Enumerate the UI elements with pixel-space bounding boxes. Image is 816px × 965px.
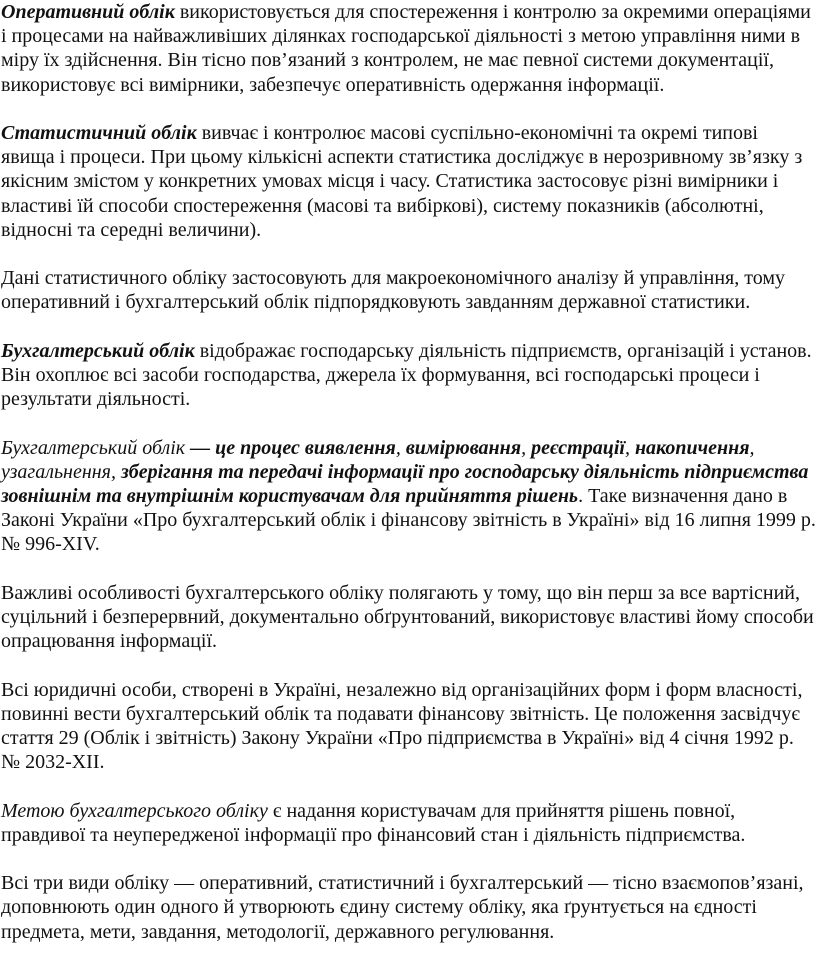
term-statistical-accounting: Статистичний облік — [1, 122, 197, 144]
term-bookkeeping-definition: Бухгалтерський облік — [1, 436, 186, 459]
term-operative-accounting: Оперативний облік — [1, 1, 175, 23]
paragraph-bookkeeping-definition — [1, 436, 816, 557]
paragraph-text: Всі три види обліку — оперативний, статистичний і бухгалтерський — тісно взаємопов’язані, доповнюють один одного й утворюють єдину систему обліку, яка ґрунтується на єдності предмета, мети, завдання, методології, державного регулювання. — [1, 872, 804, 943]
paragraph-three-types — [1, 871, 816, 944]
paragraph-text: використовується для спостереження і контролю за окремими операціями і процесами на найважливіших ділянках господарської діяльності з метою управління ними в міру їх здійснення. Він тісно пов’язаний з контролем, не має певної системи документації, використовує всі вимірники, забезпечує оперативність одержання інформації. — [1, 1, 811, 96]
definition-word-generalization: узагальнення — [1, 460, 111, 483]
term-bookkeeping: Бухгалтерський облік — [1, 339, 195, 362]
paragraph-bookkeeping-features — [1, 581, 816, 654]
definition-separator: , — [110, 460, 121, 483]
definition-separator: , — [395, 436, 406, 459]
paragraph-text: Дані статистичного обліку застосовують для макроекономічного аналізу й управління, тому оперативний і бухгалтерський облік підпорядковують завданням державної статистики. — [1, 267, 785, 314]
paragraph-bookkeeping — [1, 339, 816, 412]
definition-separator: , — [521, 436, 532, 459]
definition-part-a: — це процес виявлення — [185, 436, 396, 459]
definition-word-registration: реєстрації — [531, 436, 625, 459]
paragraph-legal-entities — [1, 678, 816, 775]
definition-part-b: зберігання та передачі інформації про господарську діяльність підприємства зовнішнім та внутрішнім користувачам для прийняття рішень — [1, 460, 809, 507]
paragraph-text: відображає господарську діяльність підприємств, організацій і установ. Він охоплює всі засоби господарства, джерела їх формування, всі господарські процеси і результати діяльності. — [1, 339, 812, 411]
definition-separator: , — [749, 436, 755, 459]
paragraph-text: Важливі особливості бухгалтерського обліку полягають у тому, що він перш за все вартісний, суцільний і безперервний, документально обґрунтований, використовує властиві йому способи опрацювання інформації. — [1, 581, 814, 653]
paragraph-statistics-usage — [1, 266, 816, 314]
paragraph-statistical-accounting — [1, 121, 816, 242]
paragraph-operative-accounting — [1, 0, 816, 97]
definition-word-accumulation: накопичення — [634, 436, 750, 459]
definition-word-measurement: вимірювання — [405, 436, 522, 459]
paragraph-text: . Таке визначення дано в Законі України «Про бухгалтерський облік і фінансову звітність в Україні» від 16 липня 1999 р. № 996-XIV. — [1, 485, 816, 556]
paragraph-bookkeeping-goal — [1, 799, 816, 847]
paragraph-text: Всі юридичні особи, створені в Україні, незалежно від організаційних форм і форм власності, повинні вести бухгалтерський облік та подавати фінансову звітність. Це положення засвідчує стаття 29 (Облік і звітність) Закону України «Про підприємства в Україні» від 4 січня 1992 р. № 2032-XII. — [1, 678, 803, 774]
paragraph-text: є надання користувачам для прийняття рішень повної, правдивої та неупередженої інформації про фінансовий стан і діяльність підприємства. — [1, 799, 746, 846]
paragraph-text: вивчає і контролює масові суспільно-економічні та окремі типові явища і процеси. При цьому кількісні аспекти статистика досліджує в нерозривному зв’язку з якісним змістом у конкретних умовах місця і часу. Статистика застосовує різні вимірники і властиві їй способи спостереження (масові та вибіркові), систему показників (абсолютні, відносні та середні величини). — [1, 122, 803, 241]
definition-separator: , — [624, 436, 635, 459]
term-bookkeeping-goal: Метою бухгалтерського обліку — [1, 799, 268, 822]
